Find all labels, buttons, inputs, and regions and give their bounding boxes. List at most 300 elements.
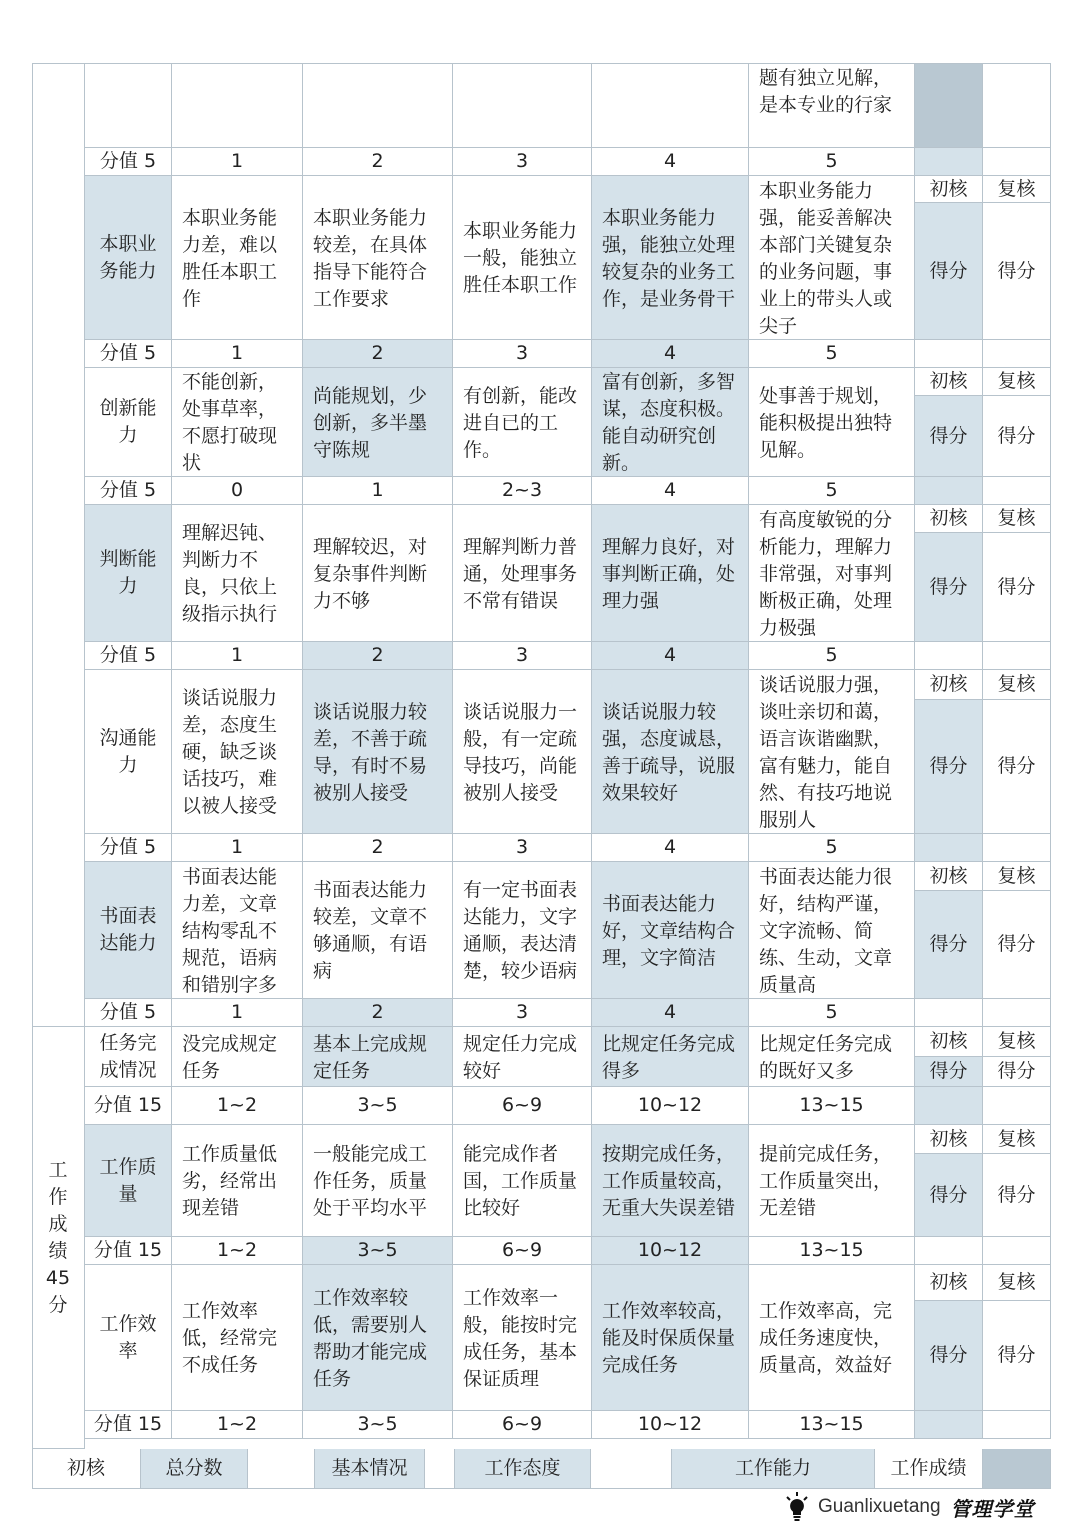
score-row-initial-blank (915, 340, 983, 368)
section-label: 工 作 成 绩 45 分 (45, 1158, 71, 1316)
score-value: 5 (825, 1001, 838, 1023)
recheck-score-label: 得分 (997, 1183, 1036, 1206)
score-value: 10~12 (637, 1239, 703, 1261)
summary-basic-value[interactable] (425, 1449, 455, 1489)
summary-attitude-label (455, 1449, 591, 1489)
lightbulb-icon (786, 1492, 808, 1522)
score-value: 5 (825, 644, 838, 666)
level-description: 处事善于规划，能积极提出独特见解。 (759, 384, 893, 461)
initial-review-header (915, 670, 983, 700)
summary-basic-text: 基本情况 (331, 1457, 408, 1479)
level-1-cell (172, 176, 303, 340)
level-2-cell (303, 368, 453, 477)
score-row-initial-blank (915, 1087, 983, 1125)
level-5-cell (749, 176, 915, 340)
level-4-continued (592, 63, 749, 148)
score-value-cell (303, 1087, 453, 1125)
score-value: 13~15 (799, 1239, 864, 1261)
score-value: 5 (825, 150, 838, 172)
score-value: 1 (230, 150, 244, 172)
level-1-cell (172, 505, 303, 642)
level-4-cell (592, 176, 749, 340)
criterion-name (85, 670, 172, 834)
initial-label: 初核 (929, 370, 968, 392)
level-3-cell (453, 505, 592, 642)
level-description: 谈话说服力较差，不善于疏导，有时不易被别人接受 (313, 700, 428, 804)
initial-review-header (915, 1027, 983, 1057)
initial-score-cell[interactable] (915, 700, 983, 834)
recheck-score-label: 得分 (997, 259, 1036, 282)
score-row-initial-blank (915, 642, 983, 670)
level-description: 工作效率低，经常完不成任务 (182, 1300, 278, 1376)
score-value-cell (749, 477, 915, 505)
score-value: 4 (663, 342, 677, 364)
score-value: 1~2 (216, 1413, 258, 1435)
score-value: 0 (230, 479, 244, 501)
score-value: 3 (515, 342, 529, 364)
level-description: 书面表达能力好，文章结构合理，文字简洁 (602, 892, 736, 969)
score-value-cell (749, 999, 915, 1027)
initial-score-cell[interactable] (915, 396, 983, 477)
score-value-cell (172, 1237, 303, 1265)
level-description: 富有创新，多智谋，态度积极。能自动研究创新。 (602, 371, 736, 474)
recheck-label: 复核 (997, 370, 1036, 392)
recheck-score-label: 得分 (997, 755, 1036, 777)
initial-label: 初核 (929, 1271, 968, 1293)
score-label: 分值 5 (99, 150, 157, 172)
score-value-cell (303, 340, 453, 368)
initial-score-label: 得分 (929, 1183, 968, 1206)
score-value: 4 (663, 150, 677, 172)
score-row-initial-blank (915, 1411, 983, 1439)
criterion-label: 工作质 量 (99, 1155, 157, 1205)
level-description: 有高度敏锐的分析能力，理解力非常强，对事判断极正确，处理力极强 (759, 508, 893, 639)
score-row-label (85, 834, 172, 862)
level-description: 工作效率较高，能及时保质保量完成任务 (602, 1300, 736, 1376)
score-value-cell (453, 999, 592, 1027)
score-row-label (85, 642, 172, 670)
score-value-cell (172, 642, 303, 670)
score-value-cell (453, 834, 592, 862)
summary-basic-label (315, 1449, 425, 1489)
criterion-label-continued (85, 63, 172, 148)
score-value-cell (303, 477, 453, 505)
score-value-cell (453, 1237, 592, 1265)
score-value-cell (303, 1411, 453, 1439)
level-description: 本职业务能力强，能独立处理较复杂的业务工作，是业务骨干 (602, 206, 736, 310)
score-row-initial-blank (915, 999, 983, 1027)
initial-score-label: 得分 (929, 933, 968, 955)
level-description: 工作质量低劣，经常出现差错 (182, 1143, 278, 1219)
score-value: 6~9 (501, 1413, 543, 1435)
summary-total-text: 总分数 (165, 1457, 223, 1479)
section-work-performance (32, 1027, 85, 1449)
recheck-score-label: 得分 (997, 424, 1036, 447)
score-row-label (85, 1087, 172, 1125)
recheck-score-cell[interactable] (983, 533, 1051, 642)
level-2-cell (303, 862, 453, 999)
initial-score-cell[interactable] (915, 891, 983, 999)
level-5-cell (749, 368, 915, 477)
recheck-score-label: 得分 (997, 1060, 1036, 1082)
score-value-cell (453, 148, 592, 176)
score-row-recheck-blank (983, 1411, 1051, 1439)
score-value: 5 (825, 342, 838, 364)
criterion-name (85, 505, 172, 642)
level-description: 理解迟钝、判断力不良，只依上级指示执行 (182, 522, 278, 625)
level-1-continued (172, 63, 303, 148)
criterion-name (85, 1125, 172, 1237)
recheck-score-label: 得分 (997, 575, 1036, 598)
criterion-name (85, 176, 172, 340)
score-row-label (85, 340, 172, 368)
score-row-recheck-blank (983, 477, 1051, 505)
level-description: 题有独立见解，是本专业的行家 (759, 67, 893, 116)
level-description: 一般能完成工作任务，质量处于平均水平 (313, 1143, 428, 1219)
level-5-cell (749, 1027, 915, 1087)
summary-initial-label (32, 1449, 141, 1489)
level-description: 提前完成任务，工作质量突出，无差错 (759, 1143, 893, 1219)
summary-performance-text: 工作成绩 (890, 1457, 967, 1479)
level-4-cell (592, 1125, 749, 1237)
score-value-cell (172, 340, 303, 368)
recheck-score-cell[interactable] (983, 891, 1051, 999)
recheck-review-header (983, 176, 1051, 203)
criterion-name (85, 1265, 172, 1411)
criterion-name (85, 368, 172, 477)
score-value: 6~9 (501, 1094, 543, 1116)
score-value: 5 (825, 479, 838, 501)
level-description: 工作效率一般，能按时完成任务，基本保证质理 (463, 1286, 578, 1390)
recheck-review-header (983, 670, 1051, 700)
level-4-cell (592, 1265, 749, 1411)
score-value: 10~12 (637, 1094, 703, 1116)
score-value: 2~3 (501, 479, 543, 501)
criterion-name (85, 1027, 172, 1087)
score-value: 2 (371, 836, 384, 858)
criterion-name (85, 862, 172, 999)
level-2-cell (303, 1265, 453, 1411)
score-value: 1 (230, 644, 244, 666)
recheck-label: 复核 (997, 1127, 1036, 1150)
summary-attitude-text: 工作态度 (484, 1457, 561, 1479)
level-3-cell (453, 176, 592, 340)
level-description: 工作效率高，完成任务速度快，质量高，效益好 (759, 1300, 893, 1376)
level-2-continued (303, 63, 453, 148)
score-value-cell (303, 1237, 453, 1265)
score-row-recheck-blank (983, 148, 1051, 176)
initial-review-header (915, 1265, 983, 1301)
brand-name-latin: Guanlixuetang (818, 1496, 941, 1517)
appraisal-table (32, 63, 1051, 1489)
level-4-cell (592, 1027, 749, 1087)
level-4-cell (592, 368, 749, 477)
score-label: 分值 5 (99, 1001, 157, 1023)
score-row-label (85, 999, 172, 1027)
score-value: 5 (825, 836, 838, 858)
level-5-cell (749, 1125, 915, 1237)
level-4-cell (592, 670, 749, 834)
level-description: 不能创新，处事草率，不愿打破现状 (182, 371, 278, 474)
score-row-label (85, 1237, 172, 1265)
score-row-label (85, 1411, 172, 1439)
initial-score-cell[interactable] (915, 1301, 983, 1411)
level-description: 工作效率较低，需要别人帮助才能完成任务 (313, 1286, 428, 1390)
score-value-cell (592, 642, 749, 670)
initial-score-label: 得分 (929, 259, 968, 282)
level-description: 本职业务能力强，能妥善解决本部门关键复杂的业务问题，事业上的带头人或尖子 (759, 179, 893, 337)
score-row-recheck-blank (983, 1087, 1051, 1125)
initial-review-header (915, 368, 983, 396)
level-2-cell (303, 1125, 453, 1237)
recheck-label: 复核 (997, 864, 1036, 887)
score-label: 分值 15 (93, 1094, 163, 1116)
summary-ability-label (672, 1449, 875, 1489)
level-1-cell (172, 1027, 303, 1087)
initial-label: 初核 (929, 177, 968, 200)
initial-review-header (915, 862, 983, 891)
level-4-cell (592, 505, 749, 642)
criterion-label: 工作效 率 (99, 1312, 157, 1362)
score-value: 3 (515, 1001, 529, 1023)
score-value-cell (172, 1411, 303, 1439)
initial-score-cell[interactable] (915, 1154, 983, 1237)
level-description: 谈话说服力较强，态度诚恳，善于疏导，说服效果较好 (602, 700, 736, 804)
level-description: 理解判断力普通，处理事务不常有错误 (463, 535, 578, 612)
level-description: 本职业务能力较差，在具体指导下能符合工作要求 (313, 206, 428, 310)
level-3-cell (453, 670, 592, 834)
level-4-cell (592, 862, 749, 999)
level-description: 尚能规划，少创新，多半墨守陈规 (313, 384, 428, 461)
recheck-score-cell[interactable] (983, 700, 1051, 834)
level-description: 理解力良好，对事判断正确，处理力强 (602, 535, 736, 612)
level-1-cell (172, 1125, 303, 1237)
level-description: 有一定书面表达能力，文字通顺，表达清楚，较少语病 (463, 879, 578, 982)
score-value: 4 (663, 1001, 677, 1023)
recheck-label: 复核 (997, 1271, 1036, 1293)
recheck-score-label: 得分 (997, 1344, 1036, 1366)
recheck-score-cell[interactable] (983, 203, 1051, 340)
initial-review-header (915, 176, 983, 203)
score-value-cell (592, 1237, 749, 1265)
level-description: 比规定任务完成得多 (602, 1032, 736, 1082)
level-description: 按期完成任务，工作质量较高，无重大失误差错 (602, 1143, 736, 1219)
initial-score-cell-continued[interactable] (915, 63, 983, 148)
level-description: 能完成作者国，工作质量比较好 (463, 1143, 578, 1219)
recheck-review-header (983, 505, 1051, 533)
score-value: 4 (663, 836, 677, 858)
score-value-cell (749, 1411, 915, 1439)
score-row-recheck-blank (983, 999, 1051, 1027)
level-3-cell (453, 1265, 592, 1411)
recheck-score-cell[interactable] (983, 1057, 1051, 1087)
initial-score-label: 得分 (929, 575, 968, 598)
score-row-recheck-blank (983, 642, 1051, 670)
score-value-cell (749, 642, 915, 670)
recheck-label: 复核 (997, 673, 1036, 695)
recheck-label: 复核 (997, 1030, 1036, 1052)
score-label: 分值 15 (93, 1413, 163, 1435)
initial-score-cell[interactable] (915, 203, 983, 340)
initial-label: 初核 (929, 864, 968, 887)
score-value: 1 (230, 1001, 244, 1023)
level-description: 书面表达能力差，文章结构零乱不规范，语病和错别字多 (182, 865, 278, 996)
level-1-cell (172, 862, 303, 999)
initial-score-cell[interactable] (915, 1057, 983, 1087)
score-row-recheck-blank (983, 340, 1051, 368)
score-value-cell (303, 834, 453, 862)
score-value: 4 (663, 479, 677, 501)
level-description: 基本上完成规定任务 (313, 1032, 428, 1082)
score-label: 分值 5 (99, 836, 157, 858)
level-5-cell (749, 862, 915, 999)
score-value-cell (172, 148, 303, 176)
recheck-review-header (983, 368, 1051, 396)
score-value: 2 (371, 342, 384, 364)
initial-review-header (915, 505, 983, 533)
score-value: 2 (371, 1001, 384, 1023)
initial-label: 初核 (929, 1030, 968, 1052)
level-description: 书面表达能力很好，结构严谨，文字流畅、简练、生动，文章质量高 (759, 865, 893, 996)
score-value-cell (749, 1237, 915, 1265)
score-value-cell (749, 340, 915, 368)
level-description: 谈话说服力一般，有一定疏导技巧，尚能被别人接受 (463, 700, 578, 804)
score-row-initial-blank (915, 477, 983, 505)
score-value: 6~9 (501, 1239, 543, 1261)
brand-logo (786, 1490, 1035, 1524)
recheck-label: 复核 (997, 177, 1036, 200)
recheck-score-cell-continued[interactable] (983, 63, 1051, 148)
score-value: 4 (663, 644, 677, 666)
score-value: 1~2 (216, 1239, 258, 1261)
summary-total-label (141, 1449, 248, 1489)
level-3-cell (453, 862, 592, 999)
recheck-score-cell[interactable] (983, 1154, 1051, 1237)
score-row-initial-blank (915, 148, 983, 176)
initial-label: 初核 (929, 673, 968, 695)
summary-attitude-value[interactable] (591, 1449, 672, 1489)
score-value: 1~2 (216, 1094, 258, 1116)
summary-ability-text: 工作能力 (734, 1457, 811, 1479)
score-value-cell (749, 1087, 915, 1125)
score-value: 2 (371, 644, 384, 666)
score-value: 3 (515, 150, 529, 172)
criterion-label: 任务完 成情况 (99, 1031, 157, 1081)
summary-performance-label (875, 1449, 983, 1489)
level-3-cell (453, 1125, 592, 1237)
criterion-label: 创新能 力 (99, 397, 157, 446)
score-row-initial-blank (915, 1237, 983, 1265)
score-value: 3 (515, 644, 529, 666)
initial-score-label: 得分 (929, 1060, 968, 1082)
score-value: 13~15 (799, 1413, 864, 1435)
score-row-label (85, 477, 172, 505)
initial-score-cell[interactable] (915, 533, 983, 642)
score-label: 分值 5 (99, 342, 157, 364)
score-value-cell (592, 148, 749, 176)
level-1-cell (172, 1265, 303, 1411)
score-value-cell (592, 477, 749, 505)
recheck-label: 复核 (997, 507, 1036, 529)
score-value-cell (303, 148, 453, 176)
score-value-cell (303, 642, 453, 670)
score-value-cell (592, 834, 749, 862)
score-label: 分值 5 (99, 479, 157, 501)
score-value: 3 (515, 836, 529, 858)
score-row-initial-blank (915, 834, 983, 862)
score-row-label (85, 148, 172, 176)
level-1-cell (172, 368, 303, 477)
score-value: 3~5 (357, 1094, 398, 1116)
score-value-cell (592, 1087, 749, 1125)
level-description: 谈话说服力差，态度生硬，缺乏谈话技巧，难以被人接受 (182, 687, 278, 817)
initial-label: 初核 (929, 1127, 968, 1150)
score-row-recheck-blank (983, 834, 1051, 862)
score-label: 分值 5 (99, 644, 157, 666)
level-description: 比规定任务完成的既好又多 (759, 1032, 893, 1082)
score-value-cell (749, 148, 915, 176)
criterion-label: 判断能 力 (99, 548, 157, 597)
score-value-cell (172, 999, 303, 1027)
level-5-cell (749, 1265, 915, 1411)
section-column-upper (32, 63, 85, 1027)
initial-score-label: 得分 (929, 424, 968, 447)
level-2-cell (303, 505, 453, 642)
recheck-review-header (983, 1027, 1051, 1057)
score-label: 分值 15 (93, 1239, 163, 1261)
initial-score-label: 得分 (929, 1344, 968, 1366)
score-value: 3~5 (357, 1413, 398, 1435)
level-description: 本职业务能力一般，能独立胜任本职工作 (463, 220, 578, 296)
level-description: 规定任力完成较好 (463, 1032, 578, 1082)
score-value-cell (453, 1411, 592, 1439)
initial-review-header (915, 1125, 983, 1154)
score-value-cell (453, 642, 592, 670)
level-description: 有创新，能改进自已的工作。 (463, 384, 578, 461)
score-value: 13~15 (799, 1094, 864, 1116)
recheck-review-header (983, 1125, 1051, 1154)
criterion-label: 沟通能 力 (99, 726, 157, 776)
level-3-continued (453, 63, 592, 148)
score-value-cell (592, 1411, 749, 1439)
level-3-cell (453, 368, 592, 477)
score-value-cell (592, 340, 749, 368)
recheck-score-cell[interactable] (983, 1301, 1051, 1411)
initial-score-label: 得分 (929, 755, 968, 777)
summary-total-value[interactable] (248, 1449, 315, 1489)
score-value-cell (172, 477, 303, 505)
score-value: 10~12 (637, 1413, 703, 1435)
score-value-cell (172, 1087, 303, 1125)
recheck-review-header (983, 862, 1051, 891)
score-value: 1 (230, 342, 244, 364)
level-description: 本职业务能力差，难以胜任本职工作 (182, 206, 278, 310)
score-value: 1 (230, 836, 244, 858)
score-value-cell (453, 340, 592, 368)
criterion-label: 书面表 达能力 (99, 905, 157, 954)
summary-initial-text: 初核 (66, 1457, 105, 1479)
level-1-cell (172, 670, 303, 834)
level-3-cell (453, 1027, 592, 1087)
level-5-continued (749, 63, 915, 148)
score-row-recheck-blank (983, 1237, 1051, 1265)
recheck-score-cell[interactable] (983, 396, 1051, 477)
level-2-cell (303, 176, 453, 340)
level-2-cell (303, 670, 453, 834)
score-value: 1 (371, 479, 384, 501)
summary-performance-value[interactable] (983, 1449, 1051, 1489)
score-value: 2 (371, 150, 384, 172)
